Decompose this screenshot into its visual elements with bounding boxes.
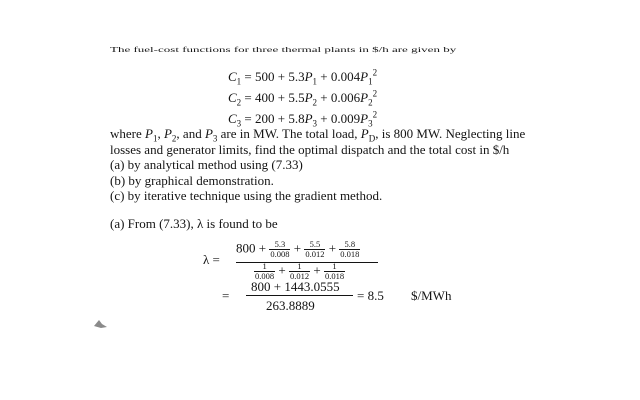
eq-rhs-b: + 0.004 <box>317 69 361 84</box>
result-value: = 8.5 <box>357 288 384 303</box>
eq-var-sub: 2 <box>312 97 318 108</box>
eq-var2-sub: 3 <box>368 118 373 129</box>
frac-den: 0.012 <box>305 249 325 259</box>
frac-num: 5.3 <box>269 240 290 250</box>
text-run: , and <box>176 126 205 141</box>
plus-sign: + <box>313 262 321 278</box>
equals-sign: = <box>222 288 230 303</box>
problem-line-1 <box>110 126 530 142</box>
var-p2: P <box>163 126 172 141</box>
problem-line-5: (c) by iterative technique using the gradient method. <box>110 188 383 203</box>
problem-line-3: (a) by analytical method using (7.33) <box>110 157 303 172</box>
eq-lhs: C <box>228 69 237 84</box>
eq-lhs: C <box>228 111 237 126</box>
eq-rhs-a: = 400 + 5.5 <box>241 90 305 105</box>
frac-den: 0.018 <box>324 271 345 281</box>
equation-c2 <box>228 87 377 108</box>
var-sub: 3 <box>212 133 218 144</box>
eq-var2: P <box>360 90 369 105</box>
eq-var-sub: 1 <box>312 76 318 87</box>
frac-den: 0.008 <box>270 249 290 259</box>
second-denominator: 263.8889 <box>266 298 315 313</box>
frac-den: 0.008 <box>255 271 275 281</box>
num-800: 800 + <box>236 240 267 256</box>
frac-den: 0.012 <box>289 271 310 281</box>
frac-5.8 <box>339 240 360 259</box>
frac-5.3 <box>269 240 290 259</box>
scan-smudge <box>93 318 109 330</box>
problem-line-4: (b) by graphical demonstration. <box>110 172 274 188</box>
frac-num: 1 <box>254 262 275 272</box>
eq-var: P <box>304 69 313 84</box>
eq-var2: P <box>360 69 369 84</box>
frac-num: 1 <box>289 262 310 272</box>
intro-line-clip <box>0 38 640 54</box>
eq-lhs-sub: 2 <box>236 97 242 108</box>
eq-sup: 2 <box>372 88 378 99</box>
plus-sign: + <box>293 240 302 256</box>
frac-num: 5.8 <box>339 240 360 250</box>
var-p3: P <box>204 126 213 141</box>
eq-rhs-a: = 500 + 5.3 <box>241 69 305 84</box>
var-sub: 2 <box>171 133 177 144</box>
eq-var-sub: 3 <box>312 118 318 129</box>
frac-num: 1 <box>324 262 345 272</box>
var-p1: P <box>145 126 153 141</box>
eq-lhs-sub: 1 <box>236 76 242 87</box>
solution-intro: (a) From (7.33), λ is found to be <box>110 216 278 231</box>
eq-sup: 2 <box>372 109 378 120</box>
eq-var: P <box>304 90 313 105</box>
frac-5.5 <box>304 240 325 259</box>
var-sub: D <box>368 133 376 144</box>
eq-rhs-b: + 0.009 <box>317 111 361 126</box>
eq-sup: 2 <box>372 67 378 78</box>
text-run: , <box>157 126 164 141</box>
eq-rhs-a: = 200 + 5.8 <box>241 111 305 126</box>
eq-var2-sub: 2 <box>368 97 373 108</box>
problem-statement <box>110 126 530 204</box>
text-run: where <box>110 126 146 141</box>
eq-lhs-sub: 3 <box>236 118 242 129</box>
frac-den: 0.018 <box>340 249 360 259</box>
intro-text: The fuel-cost functions for three thermal plants in $/h are given by <box>110 45 457 54</box>
lambda-numerator <box>236 240 360 259</box>
eq-lhs: C <box>228 90 237 105</box>
result-unit: $/MWh <box>411 288 452 303</box>
eq-var2: P <box>360 111 369 126</box>
second-fraction-bar <box>246 295 353 296</box>
plus-sign: + <box>278 262 286 278</box>
text-run: , is 800 MW. Neglecting line <box>375 126 526 141</box>
problem-line-2: losses and generator limits, find the optimal dispatch and the total cost in $/h <box>110 141 510 157</box>
text-run: are in MW. The total load, <box>217 126 361 141</box>
equation-c1 <box>228 66 377 87</box>
var-sub: 1 <box>152 133 158 144</box>
second-numerator: 800 + 1443.0555 <box>251 279 340 294</box>
cost-equations <box>228 66 377 129</box>
plus-sign: + <box>328 240 337 256</box>
eq-rhs-b: + 0.006 <box>317 90 361 105</box>
eq-var2-sub: 1 <box>368 76 373 87</box>
eq-var: P <box>304 111 313 126</box>
frac-num: 5.5 <box>304 240 325 250</box>
lambda-symbol: λ = <box>203 252 220 267</box>
var-pd: P <box>360 126 369 141</box>
